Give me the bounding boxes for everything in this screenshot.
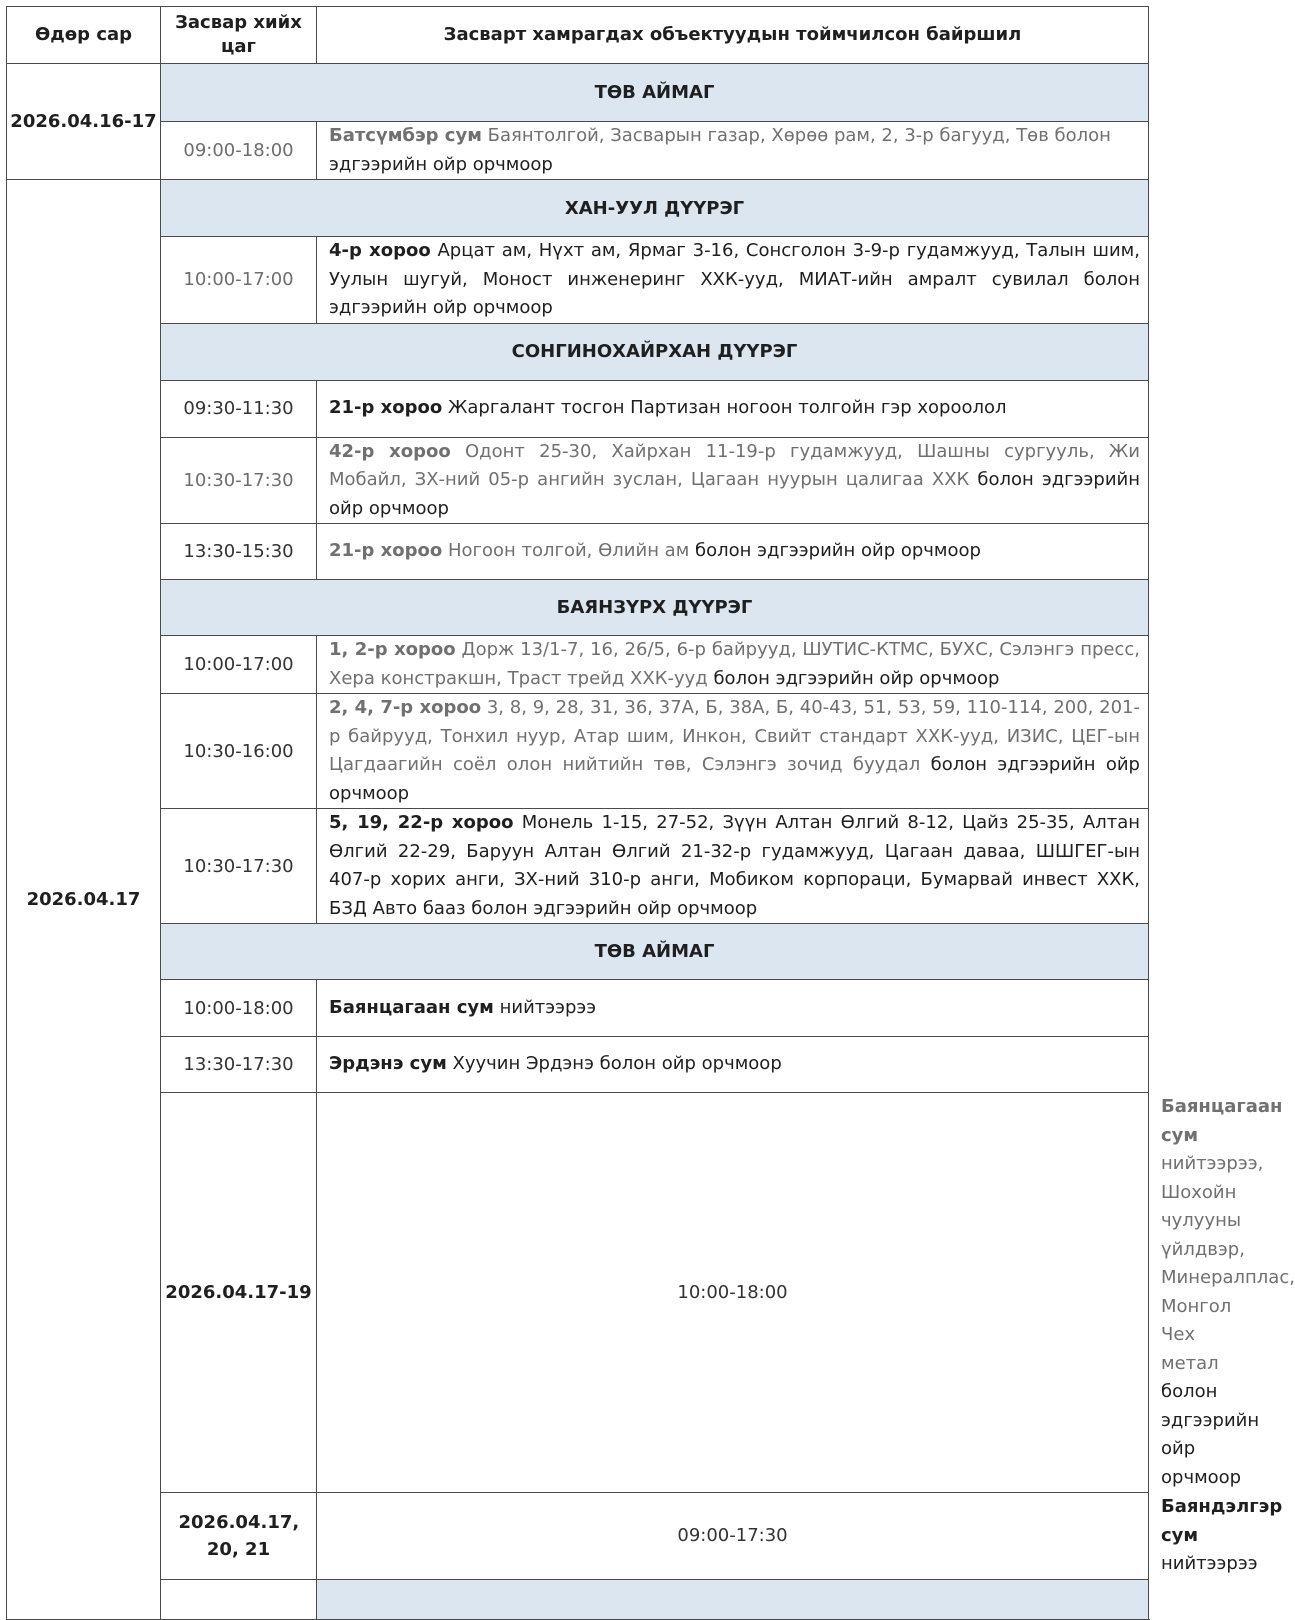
- table-row: [7, 437, 1149, 524]
- time-cell: 10:30-16:00: [161, 694, 317, 809]
- time-cell: 09:00-18:00: [161, 122, 317, 180]
- table-row: [7, 237, 1149, 324]
- location-text: Арцат ам, Нүхт ам, Ярмаг 3-16, Сонсголон 3-9-р гудамжууд, Талын шим, Уулын шугуй, Моност инженеринг ХХК-ууд, МИАТ-ийн амралт сувилал болон эдгээрийн ойр орчмоор: [329, 240, 1140, 318]
- location-lead: 4-р хороо: [329, 240, 431, 261]
- location-cell: [317, 809, 1149, 924]
- location-lead: 1, 2-р хороо: [329, 639, 456, 660]
- location-lead: 5, 19, 22-р хороо: [329, 812, 514, 833]
- location-lead: 42-р хороо: [329, 440, 451, 462]
- section-title: ТӨВ АЙМАГ: [161, 924, 1149, 980]
- time-cell: 10:30-17:30: [161, 437, 317, 524]
- section-row: [7, 64, 1149, 122]
- location-cell: [317, 1037, 1149, 1093]
- location-cell: [317, 380, 1149, 437]
- location-cell: [317, 437, 1149, 524]
- section-title: ХАН-УУЛ ДҮҮРЭГ: [161, 180, 1149, 237]
- date-text: 2026.04.17, 20, 21: [178, 1511, 300, 1560]
- location-cell: [317, 694, 1149, 809]
- location-text: нийтээрээ: [493, 996, 597, 1018]
- table-row: [7, 636, 1149, 694]
- header-time: Засвар хийх цаг: [161, 7, 317, 64]
- location-cell: [317, 524, 1149, 580]
- section-row: [7, 180, 1149, 237]
- location-lead: Баянцагаан сум: [1161, 1096, 1283, 1146]
- time-cell: 10:00-17:00: [161, 636, 317, 694]
- table-row: [7, 122, 1149, 180]
- location-cell: [317, 237, 1149, 324]
- location-tail: болон эдгээрийн ойр орчмоор: [329, 754, 1140, 804]
- location-text: Монель 1-15, 27-52, Зүүн Алтан Өлгий 8-12, Цайз 25-35, Алтан Өлгий 22-29, Баруун Алтан Өлгий 21-32-р гудамжууд, Цагаан даваа, ШШГЕГ-ын 407-р хорих анги, ЗХ-ний 310-р анги, Мобиком корпораци, Бумарвай инвест ХХК, БЗД Авто бааз болон эдгээрийн ойр орчмоор: [329, 812, 1140, 919]
- time-cell: 13:30-15:30: [161, 524, 317, 580]
- table-row: [7, 380, 1149, 437]
- section-title: БАЯНЗҮРХ ДҮҮРЭГ: [161, 580, 1149, 636]
- table-row: [7, 694, 1149, 809]
- location-text: 3, 8, 9, 28, 31, 36, 37А, Б, 38А, Б, 40-43, 51, 53, 59, 110-114, 200, 201-р байрууд, Тонхил нуур, Атар шим, Инкон, Свийт стандарт ХХК-ууд, ИЗИС, ЦЕГ-ын Цагдаагийн соёл олон нийтийн төв, Сэлэнгэ зочид буудал: [329, 697, 1141, 775]
- location-lead: 21-р хороо: [329, 397, 443, 419]
- table-row: [7, 980, 1149, 1037]
- location-lead: Баянцагаан сум: [329, 996, 494, 1018]
- table-row: [7, 1037, 1149, 1093]
- header-location: Засварт хамрагдах объектуудын тоймчилсон байршил: [317, 7, 1149, 64]
- location-lead: Батсүмбэр сум: [329, 125, 482, 146]
- location-lead: Эрдэнэ сум: [329, 1053, 447, 1075]
- date-cell: 2026.04.16-17: [7, 64, 161, 180]
- time-cell: 09:00-17:30: [317, 1493, 1149, 1580]
- repair-schedule-table: [6, 6, 1295, 1620]
- time-cell: 10:00-18:00: [161, 980, 317, 1037]
- location-text: Баянтолгой, Засварын газар, Хөрөө рам, 2, 3-р багууд, Төв болон: [481, 125, 1111, 146]
- location-tail: болон эдгээрийн ойр орчмоор: [1161, 1381, 1260, 1488]
- section-title: ТӨВ АЙМАГ: [161, 64, 1149, 122]
- table-header-row: [7, 7, 1149, 64]
- document-page: [6, 6, 1295, 1574]
- time-cell: 09:30-11:30: [161, 380, 317, 437]
- table-row: [7, 809, 1149, 924]
- date-cell: 2026.04.17-19: [161, 1093, 317, 1493]
- location-text: Ногоон толгой, Өлийн ам: [442, 540, 690, 562]
- location-text: нийтээрээ, Шохойн чулууны үйлдвэр, Минералплас, Монгол Чех метал: [1161, 1153, 1295, 1374]
- location-cell: [317, 122, 1149, 180]
- date-cell: [161, 1493, 317, 1580]
- table-row: [7, 524, 1149, 580]
- location-lead: Баяндэлгэр сум: [1161, 1496, 1283, 1546]
- location-tail: болон эдгээрийн ойр орчмоор: [329, 469, 1140, 519]
- location-text: Хуучин Эрдэнэ болон ойр орчмоор: [446, 1053, 782, 1075]
- location-cell: [317, 980, 1149, 1037]
- table-row: [7, 1579, 1149, 1619]
- section-row: [7, 580, 1149, 636]
- date-cell-empty: [161, 1579, 317, 1619]
- table-row: [7, 1093, 1149, 1493]
- location-text: Дорж 13/1-7, 16, 26/5, 6-р байрууд, ШУТИС-КТМС, БУХС, Сэлэнгэ пресс, Хера констракшн, Траст трейд ХХК-ууд: [329, 639, 1141, 689]
- location-cell: [317, 636, 1149, 694]
- table-row: [7, 1493, 1149, 1580]
- time-cell: 10:00-17:00: [161, 237, 317, 324]
- location-tail: болон эдгээрийн ойр орчмоор: [707, 667, 1000, 689]
- location-tail: эдгээрийн ойр орчмоор: [329, 153, 553, 175]
- location-lead: 21-р хороо: [329, 540, 443, 562]
- section-title: СОНГИНОХАЙРХАН ДҮҮРЭГ: [161, 323, 1149, 380]
- header-date: Өдөр сар: [7, 7, 161, 64]
- time-cell: 10:00-18:00: [317, 1093, 1149, 1493]
- location-text: нийтээрээ: [1161, 1553, 1258, 1574]
- location-text: Жаргалант тосгон Партизан ногоон толгойн гэр хороолол: [442, 397, 1007, 419]
- time-cell: 13:30-17:30: [161, 1037, 317, 1093]
- section-row: [7, 323, 1149, 380]
- location-text: Одонт 25-30, Хайрхан 11-19-р гудамжууд, Шашны сургууль, Жи Мобайл, ЗХ-ний 05-р ангийн зуслан, Цагаан нуурын цалигаа ХХК: [329, 440, 1140, 490]
- section-row-cutoff: [317, 1579, 1149, 1619]
- date-cell: 2026.04.17: [7, 180, 161, 1620]
- time-cell: 10:30-17:30: [161, 809, 317, 924]
- section-row: [7, 924, 1149, 980]
- location-tail: болон эдгээрийн ойр орчмоор: [689, 540, 981, 562]
- location-lead: 2, 4, 7-р хороо: [329, 697, 482, 718]
